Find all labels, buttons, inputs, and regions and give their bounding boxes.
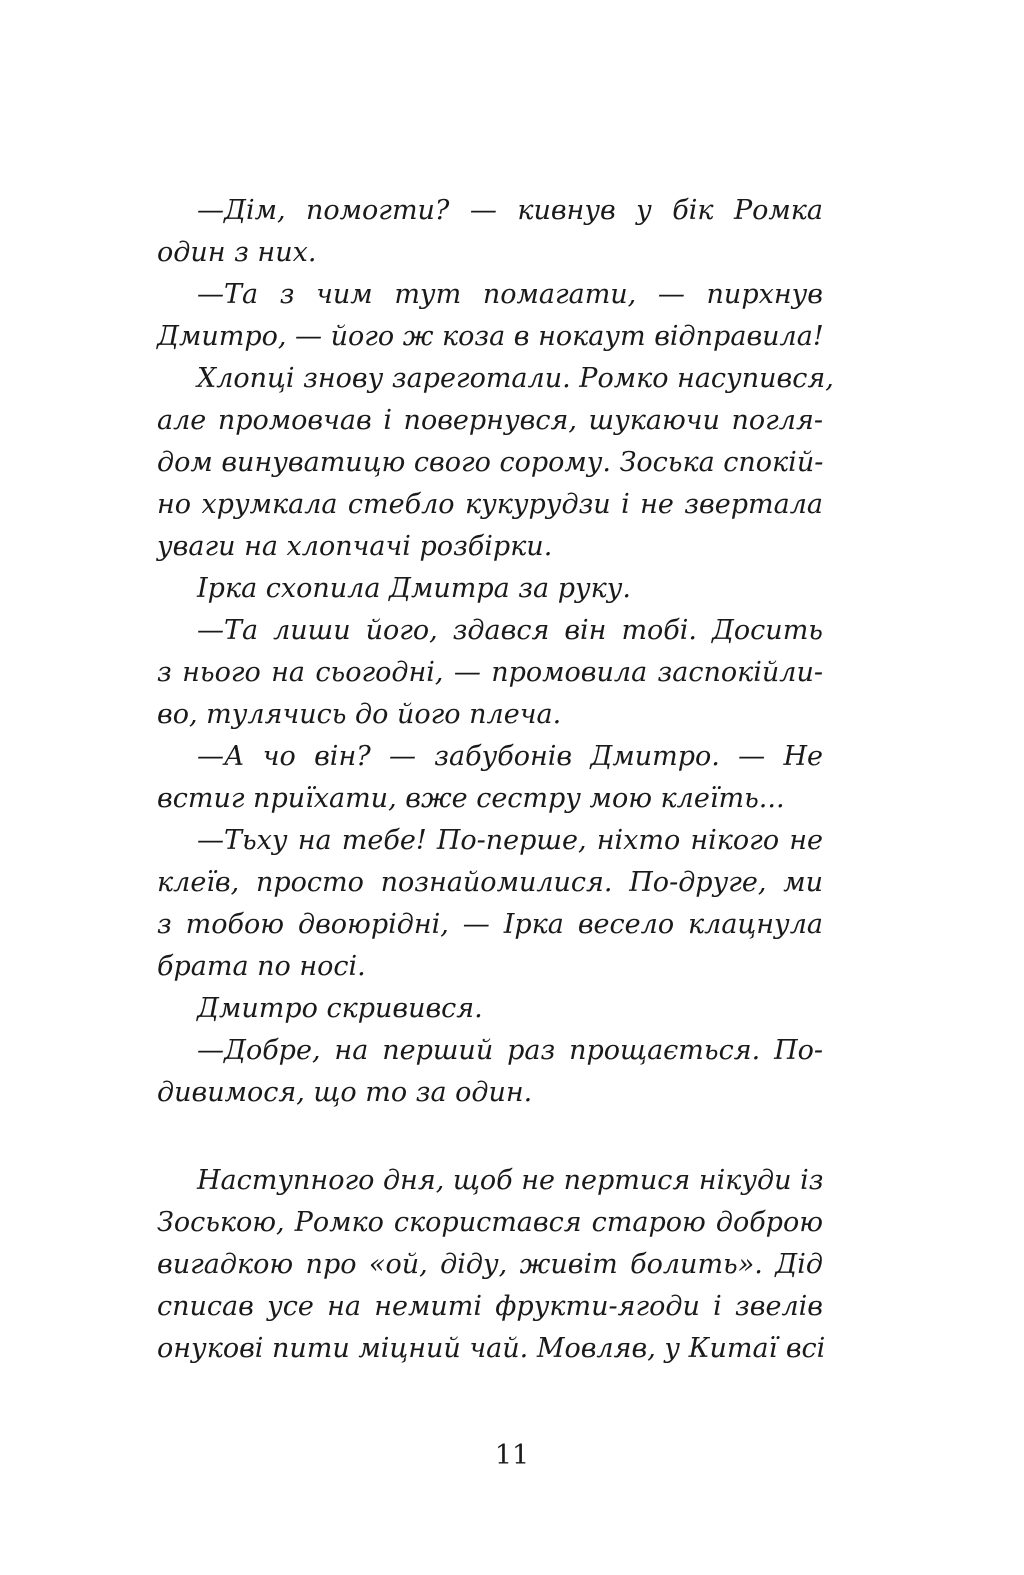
text-line: встиг приїхати, вже сестру мою клеїть... [157,783,785,814]
text-line: —Добре, на перший раз прощається. По- [197,1035,823,1066]
text-line: —Та з чим тут помагати, — пирхнув [197,279,823,310]
text-line: один з них. [157,237,317,268]
text-line: вигадкою про «ой, діду, живіт болить». Дід [157,1249,823,1280]
text-line: але промовчав і повернувся, шукаючи погля- [157,405,823,436]
text-line: Наступного дня, щоб не пертися нікуди із [197,1165,824,1196]
text-line: з тобою двоюрідні, — Ірка весело клацнула [157,909,823,940]
text-line: уваги на хлопчачі розбірки. [157,531,553,562]
text-line: клеїв, просто познайомилися. По-друге, ми [157,867,823,898]
text-line: Дмитро, — його ж коза в нокаут відправила! [157,321,824,352]
text-line: —Та лиши його, здався він тобі. Досить [197,615,823,646]
text-line: Зоською, Ромко скористався старою доброю [157,1207,823,1238]
text-line: Дмитро скривився. [197,993,483,1024]
text-line: дивимося, що то за один. [157,1077,533,1108]
text-line: Хлопці знову зареготали. Ромко насупився, [197,363,834,394]
text-line: дом винуватицю свого сорому. Зоська спокій- [157,447,824,478]
text-line: —Тьху на тебе! По-перше, ніхто нікого не [197,825,823,856]
text-line: списав усе на немиті фрукти-ягоди і звелів [157,1291,823,1322]
text-line: з нього на сьогодні, — промовила заспокійли- [157,657,823,688]
text-line: но хрумкала стебло кукурудзи і не звертала [157,489,823,520]
text-line: брата по носі. [157,951,366,982]
text-line: —Дім, помогти? — кивнув у бік Ромка [197,195,823,226]
text-line: —А чо він? — забубонів Дмитро. — Не [197,741,823,772]
page-number: 11 [494,1440,530,1471]
text-line: во, тулячись до його плеча. [157,699,562,730]
text-line: онукові пити міцний чай. Мовляв, у Китаї всі [157,1333,826,1364]
text-line: Ірка схопила Дмитра за руку. [197,573,632,604]
